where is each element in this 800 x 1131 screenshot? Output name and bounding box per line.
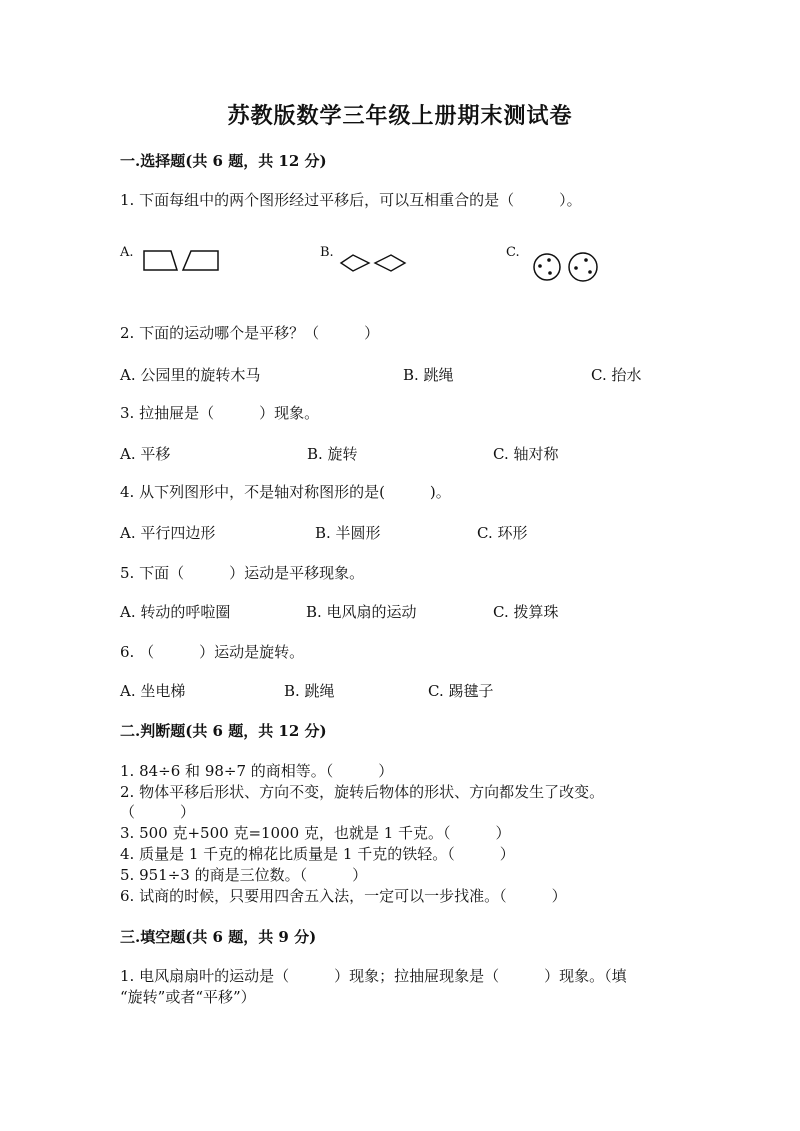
question-5-option-c: C. 拨算珠 [493, 603, 559, 621]
question-6-option-c: C. 踢毽子 [428, 682, 494, 700]
section-heading-true-false: 二.判断题(共 6 题，共 12 分) [120, 722, 327, 740]
circle-dot [574, 266, 578, 270]
question-3-option-b: B. 旋转 [307, 445, 358, 463]
section-heading-fill-in: 三.填空题(共 6 题，共 9 分) [120, 928, 317, 946]
judgment-line-6: 6. 试商的时候，只要用四舍五入法，一定可以一步找准。（ ） [120, 887, 567, 905]
circle-dot [538, 264, 542, 268]
question-2-option-b: B. 跳绳 [403, 366, 454, 384]
judgment-line-2: 2. 物体平移后形状、方向不变，旋转后物体的形状、方向都发生了改变。 [120, 783, 605, 801]
question-5-option-a: A. 转动的呼啦圈 [120, 603, 231, 621]
question-3-option-c: C. 轴对称 [493, 445, 559, 463]
question-3-option-a: A. 平移 [120, 445, 171, 463]
section-heading-choice: 一.选择题(共 6 题，共 12 分) [120, 152, 327, 170]
question-5-option-b: B. 电风扇的运动 [306, 603, 417, 621]
fill-line-1: 1. 电风扇扇叶的运动是（ ）现象；拉抽屉现象是（ ）现象。（填 [120, 967, 627, 985]
diamond-shape-second [375, 255, 405, 271]
question-6-text: 6. （ ）运动是旋转。 [120, 643, 305, 661]
question-2-option-a: A. 公园里的旋转木马 [120, 366, 261, 384]
question-3-text: 3. 拉抽屉是（ ）现象。 [120, 404, 320, 422]
judgment-line-5: 5. 951÷3 的商是三位数。（ ） [120, 866, 368, 884]
trapezoid-shape [144, 251, 177, 270]
question-1-option-b: B. [320, 245, 334, 260]
circle-shape-second [569, 253, 597, 281]
judgment-line-1: 1. 84÷6 和 98÷7 的商相等。（ ） [120, 762, 394, 780]
circle-dots-figure [531, 253, 605, 283]
question-6-option-b: B. 跳绳 [284, 682, 335, 700]
question-1-option-a: A. [120, 245, 134, 260]
trapezoid-shape-mirrored [183, 251, 218, 270]
question-6-option-a: A. 坐电梯 [120, 682, 186, 700]
question-2-option-c: C. 抬水 [591, 366, 642, 384]
circle-dot [547, 258, 551, 262]
circle-dot [548, 271, 552, 275]
question-5-text: 5. 下面（ ）运动是平移现象。 [120, 564, 365, 582]
diamond-shape [341, 255, 369, 271]
circle-dot [584, 258, 588, 262]
fill-line-1-continued: “旋转”或者“平移”） [120, 988, 256, 1006]
diamond-shapes-figure [339, 253, 409, 273]
judgment-line-4: 4. 质量是 1 千克的棉花比质量是 1 千克的铁轻。（ ） [120, 845, 515, 863]
circle-shape [534, 254, 560, 280]
judgment-line-3: 3. 500 克+500 克=1000 克，也就是 1 千克。（ ） [120, 824, 511, 842]
circle-dot [588, 270, 592, 274]
question-2-text: 2. 下面的运动哪个是平移？（ ） [120, 324, 380, 342]
question-1-option-c: C. [506, 245, 520, 260]
question-4-text: 4. 从下列图形中，不是轴对称图形的是( )。 [120, 483, 451, 501]
question-4-option-c: C. 环形 [477, 524, 528, 542]
question-4-option-b: B. 半圆形 [315, 524, 381, 542]
question-4-option-a: A. 平行四边形 [120, 524, 216, 542]
page-title: 苏教版数学三年级上册期末测试卷 [227, 103, 573, 129]
parallelogram-shapes-figure [141, 249, 223, 273]
judgment-line-2-continued: （ ） [120, 803, 196, 821]
question-1-text: 1. 下面每组中的两个图形经过平移后，可以互相重合的是（ ）。 [120, 191, 582, 209]
